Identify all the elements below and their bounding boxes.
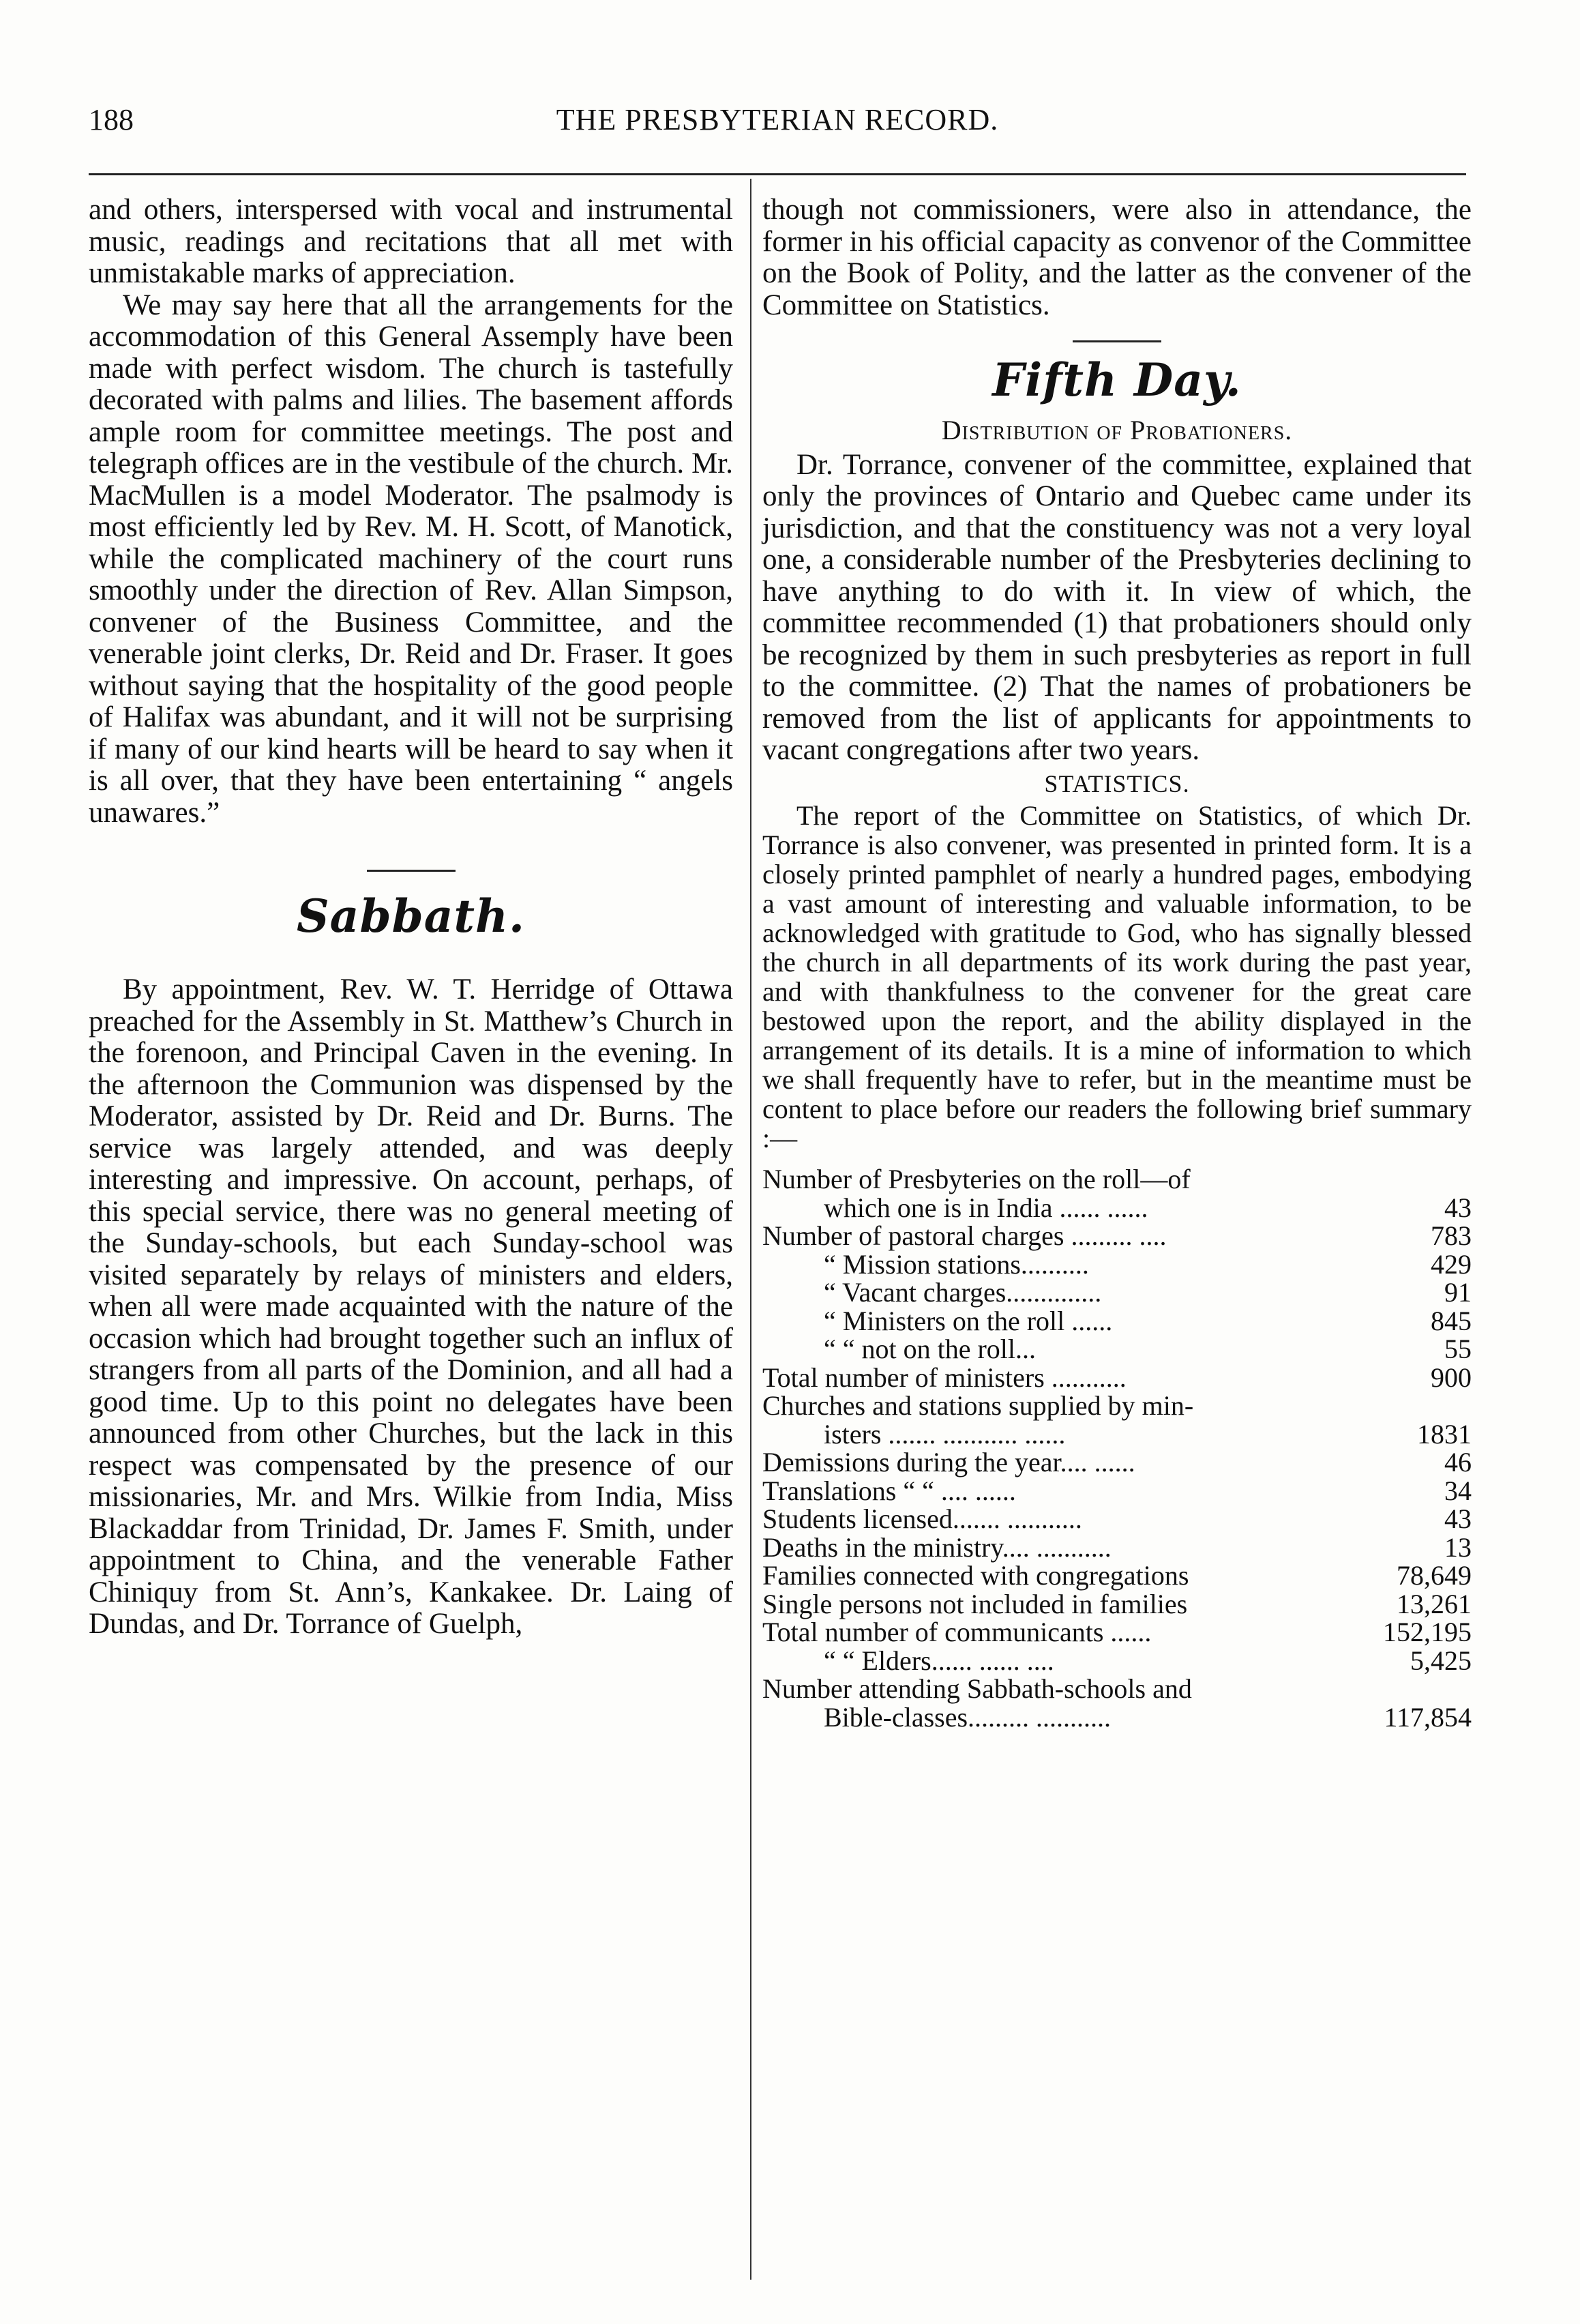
stat-value: 13 (1444, 1531, 1472, 1563)
stat-value: 117,854 (1384, 1701, 1472, 1733)
stat-value: 91 (1444, 1277, 1472, 1308)
right-paragraph-2: Dr. Torrance, convener of the committee, explained that only the provinces of Ontario and Quebec came under its jurisdiction, and that the constituency was not a very loyal one, a considerable number of the Presbyteries declining to have anything to do with it. In view of which, the committee recommended (1) that probationers should only be recognized by them in such presbyteries as report in full to the committee. (2) That the names of probationers be removed from the list of applicants for appointments to vacant congregations after two years. (762, 448, 1472, 766)
table-row (762, 1335, 1472, 1364)
table-row (762, 1505, 1472, 1533)
stat-label: Churches and stations supplied by min- (762, 1390, 1194, 1421)
section-rule (1073, 340, 1161, 342)
left-column (89, 194, 733, 1641)
stat-label: “ “ Elders...... ...... .... (824, 1645, 1054, 1676)
stat-label: isters ....... ........... ...... (824, 1418, 1066, 1450)
table-row (762, 1307, 1472, 1336)
stat-value: 783 (1431, 1220, 1472, 1251)
table-row (762, 1618, 1472, 1647)
table-row (762, 1250, 1472, 1279)
section-rule (367, 870, 456, 872)
stat-value: 845 (1431, 1305, 1472, 1336)
running-head: THE PRESBYTERIAN RECORD. (556, 103, 999, 136)
stat-value (1369, 1165, 1472, 1194)
stat-label: Total number of communicants ...... (762, 1617, 1152, 1647)
stat-label: “ Mission stations.......... (824, 1248, 1089, 1280)
stat-label: Translations “ “ .... ...... (762, 1475, 1016, 1506)
stat-value: 429 (1431, 1248, 1472, 1280)
stat-value (1369, 1392, 1472, 1420)
stat-label: “ “ not on the roll... (824, 1334, 1037, 1364)
right-paragraph-3: The report of the Committee on Statistics, of which Dr. Torrance is also convener, was presented in printed form. It is a closely printed pamphlet of nearly a hundred pages, embodying a vast amount of interesting and valuable information, to be acknowledged with gratitude to God, who has signally blessed the church in all departments of its work during the past year, and with thankfulness to the convener for the great care bestowed upon the report, and the ability displayed in the arrangement of its details. It is a mine of information to which we shall frequently have to refer, but in the meantime must be content to place before our readers the following brief summary :— (762, 800, 1472, 1153)
table-row (762, 1647, 1472, 1675)
stat-value (1369, 1675, 1472, 1703)
page-header (89, 102, 1466, 157)
left-paragraph-1: and others, interspersed with vocal and instrumental music, readings and recitations that all met with unmistakable marks of appreciation. (89, 194, 733, 289)
header-rule (89, 173, 1466, 175)
sabbath-heading: Sabbath. (297, 889, 525, 943)
statistics-table (762, 1165, 1472, 1731)
stat-label: Students licensed....... ........... (762, 1503, 1082, 1534)
table-row (762, 1703, 1472, 1732)
right-column (762, 194, 1472, 1731)
fifth-day-heading: Fifth Day. (992, 353, 1242, 407)
distribution-subheading: Distribution of Probationers. (941, 415, 1293, 445)
table-row (762, 1392, 1472, 1420)
table-row (762, 1222, 1472, 1250)
left-paragraph-2: We may say here that all the arrangements for the accommodation of this General Assemply have been made with perfect wisdom. The church is tastefully decorated with palms and lilies. The basement affords ample room for committee meetings. The post and telegraph offices are in the vestibule of the church. Mr. MacMullen is a model Moderator. The psalmody is most efficiently led by Rev. M. H. Scott, of Manotick, while the complicated machinery of the court runs smoothly under the direction of Rev. Allan Simpson, convener of the Business Committee, and the venerable joint clerks, Dr. Reid and Dr. Fraser. It goes without saying that the hospitality of the good people of Halifax was abundant, and it will not be surprising if many of our kind hearts will be heard to say when it is all over, that they have been entertaining “ angels unawares.” (89, 289, 733, 829)
left-paragraph-3: By appointment, Rev. W. T. Herridge of Ottawa preached for the Assembly in St. Matthew’s Church in the forenoon, and Principal Caven in the evening. In the afternoon the Communion was dispensed by the Moderator, assisted by Dr. Reid and Dr. Burns. The service was largely attended, and was deeply interesting and impressive. On account, perhaps, of this special service, there was no general meeting of the Sunday-schools, but each Sunday-school was visited separately by relays of ministers and elders, when all were made acquainted with the nature of the occasion which had brought together such an influx of strangers from all parts of the Dominion, and all had a good time. Up to this point no delegates have been announced from other Churches, but the lack in this respect was compensated by the presence of our missionaries, Mr. and Mrs. Wilkie from India, Miss Blackaddar from Trinidad, Dr. James F. Smith, under appointment to China, and the venerable Father Chiniquy from St. Ann’s, Kankakee. Dr. Laing of Dundas, and Dr. Torrance of Guelph, (89, 973, 733, 1640)
table-row (762, 1477, 1472, 1505)
stat-value: 34 (1444, 1475, 1472, 1506)
stat-label: Number attending Sabbath-schools and (762, 1673, 1192, 1704)
table-row (762, 1533, 1472, 1562)
stat-value: 55 (1444, 1334, 1472, 1364)
table-row (762, 1165, 1472, 1194)
column-divider (750, 179, 751, 2280)
stat-value: 43 (1444, 1503, 1472, 1534)
stat-value: 152,195 (1383, 1617, 1472, 1647)
stat-label: which one is in India ...... ...... (824, 1192, 1148, 1223)
stat-label: Number of Presbyteries on the roll—of (762, 1164, 1191, 1194)
stat-value: 78,649 (1397, 1560, 1472, 1591)
statistics-heading: STATISTICS. (1044, 769, 1190, 797)
stat-label: “ Vacant charges.............. (824, 1277, 1102, 1308)
table-row (762, 1590, 1472, 1619)
stat-label: Deaths in the ministry.... ........... (762, 1531, 1112, 1563)
stat-value: 43 (1444, 1192, 1472, 1223)
stat-label: Bible-classes......... ........... (824, 1701, 1112, 1733)
table-row (762, 1561, 1472, 1590)
table-row (762, 1364, 1472, 1392)
table-row (762, 1675, 1472, 1703)
stat-value: 46 (1444, 1447, 1472, 1477)
stat-label: Families connected with congregations (762, 1560, 1189, 1591)
page-number: 188 (89, 103, 134, 136)
table-row (762, 1448, 1472, 1477)
stat-label: “ Ministers on the roll ...... (824, 1305, 1113, 1336)
right-paragraph-1: though not commissioners, were also in attendance, the former in his official capacity as convenor of the Committee on the Book of Polity, and the latter as the convener of the Committee on Statistics. (762, 194, 1472, 321)
stat-label: Single persons not included in families (762, 1588, 1188, 1619)
stat-label: Demissions during the year.... ...... (762, 1447, 1135, 1477)
table-row (762, 1278, 1472, 1307)
stat-value: 13,261 (1397, 1588, 1472, 1619)
stat-value: 1831 (1417, 1418, 1472, 1450)
stat-label: Total number of ministers ........... (762, 1362, 1127, 1393)
table-row (762, 1194, 1472, 1222)
table-row (762, 1420, 1472, 1449)
stat-value: 900 (1431, 1362, 1472, 1393)
stat-label: Number of pastoral charges ......... .... (762, 1220, 1167, 1251)
stat-value: 5,425 (1410, 1645, 1472, 1676)
